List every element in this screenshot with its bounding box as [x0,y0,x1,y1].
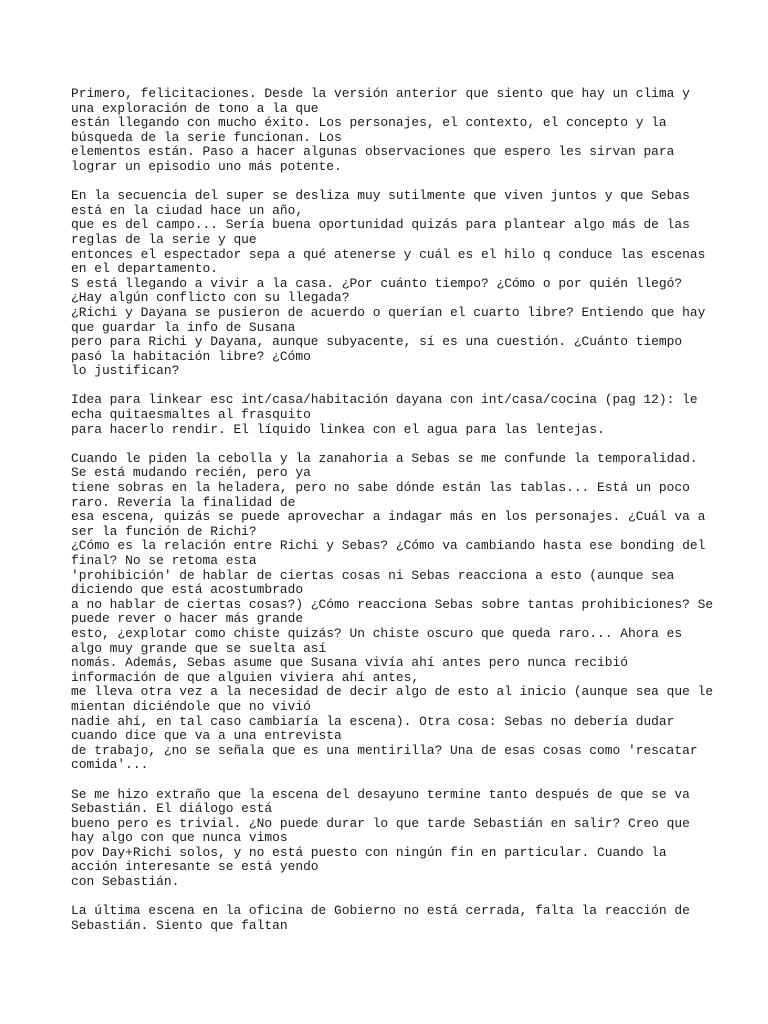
text-line: Cuando le piden la cebolla y la zanahoria a Sebas se me confunde la temporalidad. [71,450,698,466]
text-line: información de que alguien viviera ahí antes, [71,669,420,685]
paragraph [71,904,711,933]
text-line: ¿Richi y Dayana se pusieron de acuerdo o querían el cuarto libre? Entiendo que hay [71,304,706,320]
text-line: lo justifican? [71,363,180,379]
text-line: raro. Revería la finalidad de [71,494,296,510]
text-line: reglas de la serie y que [71,231,257,247]
text-line: en el departamento. [71,261,218,277]
paragraph [71,788,711,890]
text-line: Primero, felicitaciones. Desde la versión anterior que siento que hay un clima y [71,86,690,101]
text-line: algo muy grande que se suelta así [71,640,327,656]
text-line: Idea para linkear esc int/casa/habitación dayana con int/casa/cocina (pag 12): le [71,392,698,408]
text-line: pero para Richi y Dayana, aunque subyacente, sí es una cuestión. ¿Cuánto tiempo [71,334,683,350]
text-line: me lleva otra vez a la necesidad de decir algo de esto al inicio (aunque sea que le [71,684,714,700]
paragraph [71,189,711,379]
text-line: hay algo con que nunca vimos [71,830,288,846]
text-line: esa escena, quizás se puede aprovechar a indagar más en los personajes. ¿Cuál va a [71,509,706,525]
text-line: a no hablar de ciertas cosas?) ¿Cómo reacciona Sebas sobre tantas prohibiciones? Se [71,596,714,612]
text-line: con Sebastián. [71,874,180,890]
text-line: S está llegando a vivir a la casa. ¿Por cuánto tiempo? ¿Cómo o por quién llegó? [71,275,683,291]
text-line: una exploración de tono a la que [71,100,319,116]
text-line: En la secuencia del super se desliza muy sutilmente que viven juntos y que Sebas [71,188,690,204]
text-line: pov Day+Richi solos, y no está puesto con ningún fin en particular. Cuando la [71,844,667,860]
text-line: ¿Hay algún conflicto con su llegada? [71,290,350,306]
text-line: Se está mudando recién, pero ya [71,465,311,481]
document-body [71,86,714,948]
text-line: final? No se retoma esta [71,553,257,568]
text-line: pasó la habitación libre? ¿Cómo [71,348,311,364]
text-line: están llegando con mucho éxito. Los personajes, el contexto, el concepto y la [71,115,667,131]
text-line: diciendo que está acostumbrado [71,582,304,598]
paragraph [71,450,714,773]
text-line: de trabajo, ¿no se señala que es una mentirilla? Una de esas cosas como 'rescatar [71,742,698,758]
text-line: está en la ciudad hace un año, [71,202,304,218]
text-line: que es del campo... Sería buena oportunidad quizás para plantear algo más de las [71,217,690,233]
text-line: Sebastián. Siento que faltan [71,917,288,933]
text-line: búsqueda de la serie funcionan. Los [71,129,342,145]
text-line: nadie ahí, en tal caso cambiaría la escena). Otra cosa: Sebas no debería dudar [71,713,675,729]
text-line: para hacerlo rendir. El líquido linkea con el agua para las lentejas. [71,421,605,437]
text-line: puede rever o hacer más grande [71,611,304,627]
text-line: Sebastián. El diálogo está [71,801,273,817]
paragraph [71,393,711,437]
text-line: ser la función de Richi? [71,523,257,539]
text-line: bueno pero es trivial. ¿No puede durar lo que tarde Sebastián en salir? Creo que [71,815,690,831]
text-line: La última escena en la oficina de Gobierno no está cerrada, falta la reacción de [71,903,690,919]
text-line: nomás. Además, Sebas asume que Susana vivía ahí antes pero nunca recibió [71,655,628,671]
text-line: acción interesante se está yendo [71,859,319,875]
text-line: tiene sobras en la heladera, pero no sabe dónde están las tablas... Está un poco [71,480,690,496]
text-line: elementos están. Paso a hacer algunas observaciones que espero les sirvan para [71,144,675,160]
text-line: Se me hizo extraño que la escena del desayuno termine tanto después de que se va [71,786,690,802]
paragraph [71,87,711,175]
text-line: entonces el espectador sepa a qué atenerse y cuál es el hilo q conduce las escenas [71,246,706,262]
text-line: mientan diciéndole que no vivió [71,698,311,714]
text-line: echa quitaesmaltes al frasquito [71,407,311,423]
text-line: esto, ¿explotar como chiste quizás? Un chiste oscuro que queda raro... Ahora es [71,625,683,641]
text-line: lograr un episodio uno más potente. [71,158,342,174]
text-line: ¿Cómo es la relación entre Richi y Sebas? ¿Cómo va cambiando hasta ese bonding del [71,538,706,554]
text-line: que guardar la info de Susana [71,319,296,335]
text-line: cuando dice que va a una entrevista [71,728,342,744]
text-line: 'prohibición' de hablar de ciertas cosas ni Sebas reacciona a esto (aunque sea [71,567,675,583]
text-line: comida'... [71,757,149,773]
